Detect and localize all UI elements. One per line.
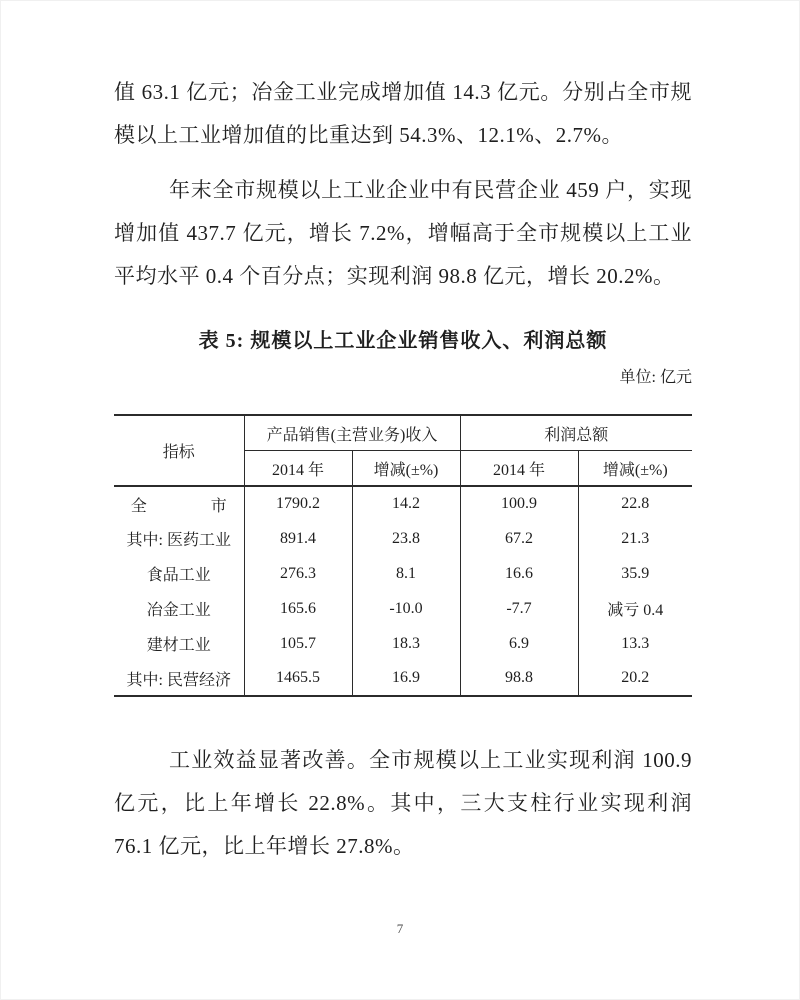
cell-profit: 16.6 <box>460 556 578 591</box>
table-row-pharma <box>114 521 692 556</box>
cell-sales: 276.3 <box>244 556 352 591</box>
page-content <box>114 71 692 868</box>
cell-sales-change: 14.2 <box>352 486 460 521</box>
header-group-profit: 利润总额 <box>460 415 692 451</box>
row-label: 食品工业 <box>114 556 244 591</box>
row-label: 冶金工业 <box>114 591 244 626</box>
cell-sales-change: 16.9 <box>352 661 460 696</box>
table-row-private-economy <box>114 661 692 696</box>
header-profit-year: 2014 年 <box>460 451 578 487</box>
header-group-sales: 产品销售(主营业务)收入 <box>244 415 460 451</box>
header-profit-change: 增减(±%) <box>578 451 692 487</box>
cell-profit-change: 13.3 <box>621 634 650 652</box>
cell-profit: 67.2 <box>460 521 578 556</box>
header-sales-year: 2014 年 <box>244 451 352 487</box>
page-number: 7 <box>396 921 404 936</box>
cell-sales-change: 18.3 <box>352 626 460 661</box>
row-label: 全 市 <box>114 486 244 521</box>
table-row-building-materials <box>114 626 692 661</box>
cell-profit-change: 20.2 <box>621 669 650 686</box>
table-row-food <box>114 556 692 591</box>
table-row-metallurgy <box>114 591 692 626</box>
paragraph-continuation: 值 63.1 亿元；冶金工业完成增加值 14.3 亿元。分别占全市规模以上工业增加值的比重达到 54.3%、12.1%、2.7%。 <box>114 80 692 147</box>
paragraph-private-enterprises: 年末全市规模以上工业企业中有民营企业 459 户，实现增加值 437.7 亿元，增长 7.2%，增幅高于全市规模以上工业平均水平 0.4 个百分点；实现利润 98.8 亿元，增长 20.2%。 <box>114 178 692 288</box>
cell-profit-change: 35.9 <box>621 564 650 582</box>
cell-sales: 165.6 <box>244 591 352 626</box>
cell-sales: 105.7 <box>244 626 352 661</box>
paragraph-industrial-efficiency: 工业效益显著改善。全市规模以上工业实现利润 100.9 亿元，比上年增长 22.8%。其中，三大支柱行业实现利润 76.1 亿元，比上年增长 27.8%。 <box>114 748 692 858</box>
cell-sales: 1790.2 <box>244 486 352 521</box>
header-indicator: 指标 <box>114 415 244 486</box>
table-title: 表 5: 规模以上工业企业销售收入、利润总额 <box>198 330 608 352</box>
cell-profit: -7.7 <box>460 591 578 626</box>
cell-profit-change: 减亏 0.4 <box>607 602 664 619</box>
cell-sales: 891.4 <box>244 521 352 556</box>
cell-profit: 100.9 <box>460 486 578 521</box>
header-sales-change: 增减(±%) <box>352 451 460 487</box>
cell-profit-change: 21.3 <box>621 529 650 547</box>
cell-sales-change: 8.1 <box>352 556 460 591</box>
row-label: 其中: 医药工业 <box>114 521 244 556</box>
cell-sales: 1465.5 <box>244 661 352 696</box>
row-label: 其中: 民营经济 <box>114 661 244 696</box>
table-row-citywide <box>114 486 692 521</box>
cell-profit-change: 22.8 <box>621 495 650 512</box>
cell-profit: 98.8 <box>460 661 578 696</box>
sales-profit-table <box>114 414 692 697</box>
cell-profit: 6.9 <box>460 626 578 661</box>
table-header-row-groups <box>114 415 692 451</box>
cell-sales-change: 23.8 <box>352 521 460 556</box>
cell-sales-change: -10.0 <box>352 591 460 626</box>
row-label: 建材工业 <box>114 626 244 661</box>
table-unit-label: 单位: 亿元 <box>619 369 692 386</box>
